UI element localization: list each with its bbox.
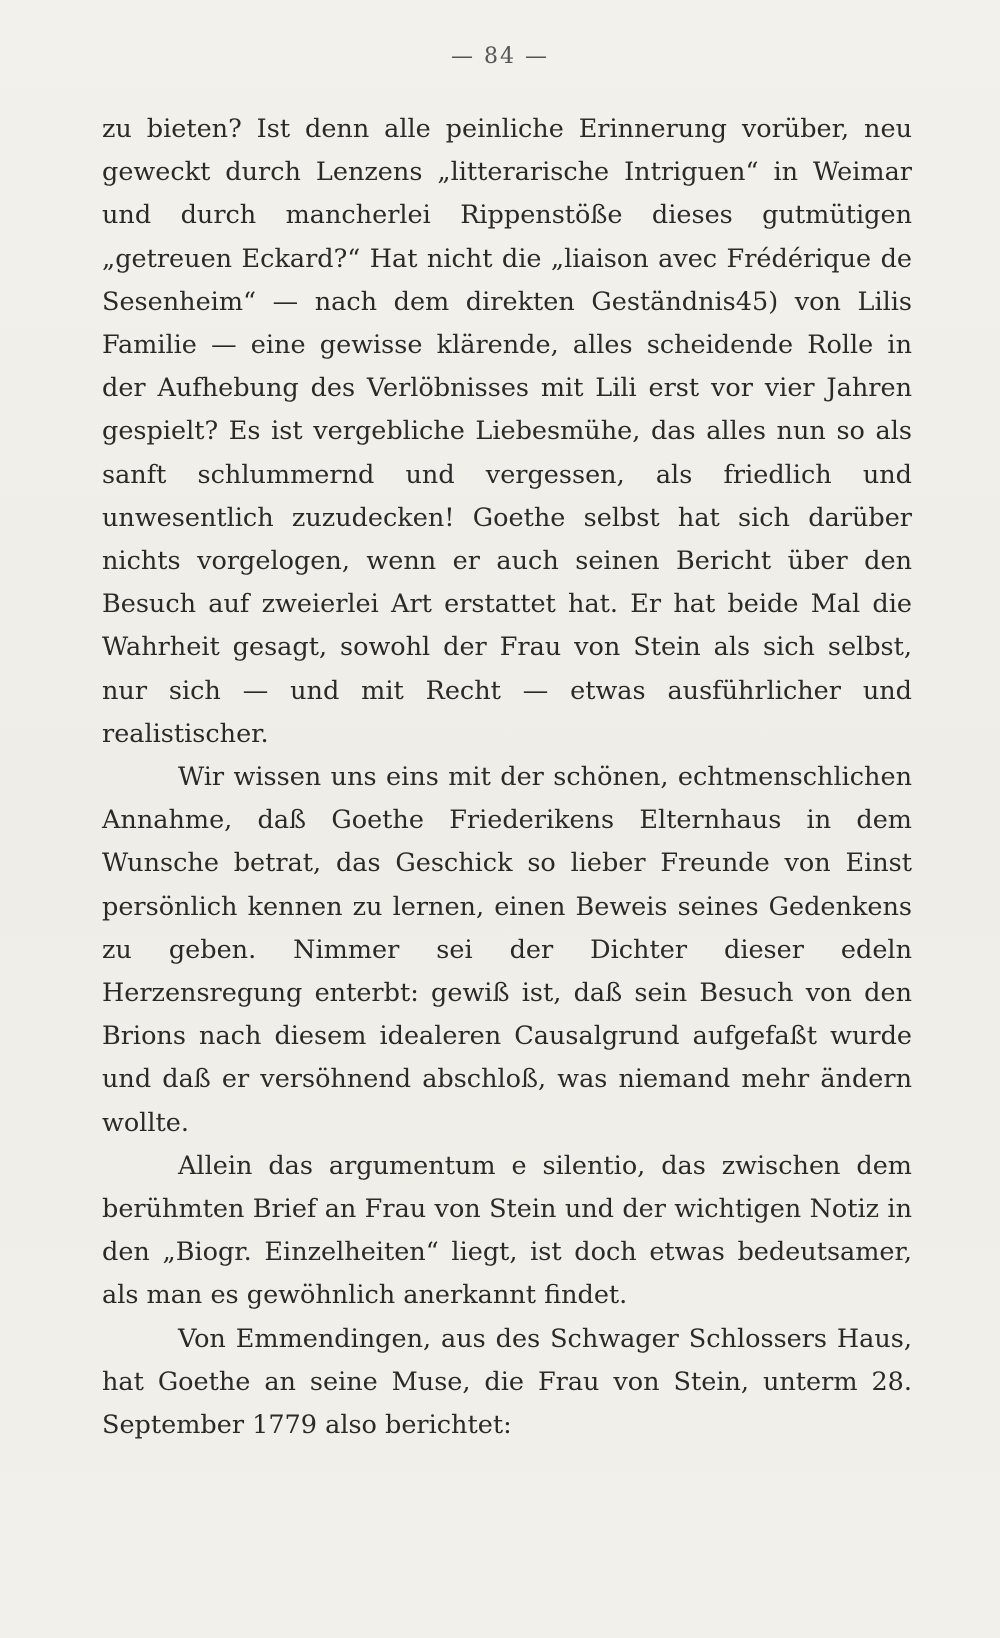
body-text	[102, 108, 912, 1447]
paragraph-4: Von Emmendingen, aus des Schwager Schlossers Haus, hat Goethe an seine Muse, die Frau von Stein, unterm 28. September 1779 also berichtet:	[102, 1323, 912, 1441]
page-number-header: — 84 —	[451, 44, 549, 69]
paragraph-3: Allein das argumentum e silentio, das zwischen dem berühmten Brief an Frau von Stein und der wichtigen Notiz in den „Biogr. Einzelheiten“ liegt, ist doch etwas bedeutsamer, als man es gewöhnlich anerkannt findet.	[102, 1150, 912, 1311]
paragraph-1: zu bieten? Ist denn alle peinliche Erinnerung vorüber, neu geweckt durch Lenzens „litterarische Intriguen“ in Weimar und durch mancherlei Rippenstöße dieses gutmütigen „getreuen Eckard?“ Hat nicht die „liaison avec Frédérique de Sesenheim“ — nach dem direkten Geständnis45) von Lilis Familie — eine gewisse klärende, alles scheidende Rolle in der Aufhebung des Verlöbnisses mit Lili erst vor vier Jahren gespielt? Es ist vergebliche Liebesmühe, das alles nun so als sanft schlummernd und vergessen, als friedlich und unwesentlich zuzudecken! Goethe selbst hat sich darüber nichts vorgelogen, wenn er auch seinen Bericht über den Besuch auf zweierlei Art erstattet hat. Er hat beide Mal die Wahrheit gesagt, sowohl der Frau von Stein als sich selbst, nur sich — und mit Recht — etwas ausführlicher und realistischer.	[102, 114, 912, 749]
paragraph-2: Wir wissen uns eins mit der schönen, echtmenschlichen Annahme, daß Goethe Friederikens Elternhaus in dem Wunsche betrat, das Geschick so lieber Freunde von Einst persönlich kennen zu lernen, einen Beweis seines Gedenkens zu geben. Nimmer sei der Dichter dieser edeln Herzensregung enterbt: gewiß ist, daß sein Besuch von den Brions nach diesem idealeren Causalgrund aufgefaßt wurde und daß er versöhnend abschloß, was niemand mehr ändern wollte.	[102, 762, 912, 1138]
